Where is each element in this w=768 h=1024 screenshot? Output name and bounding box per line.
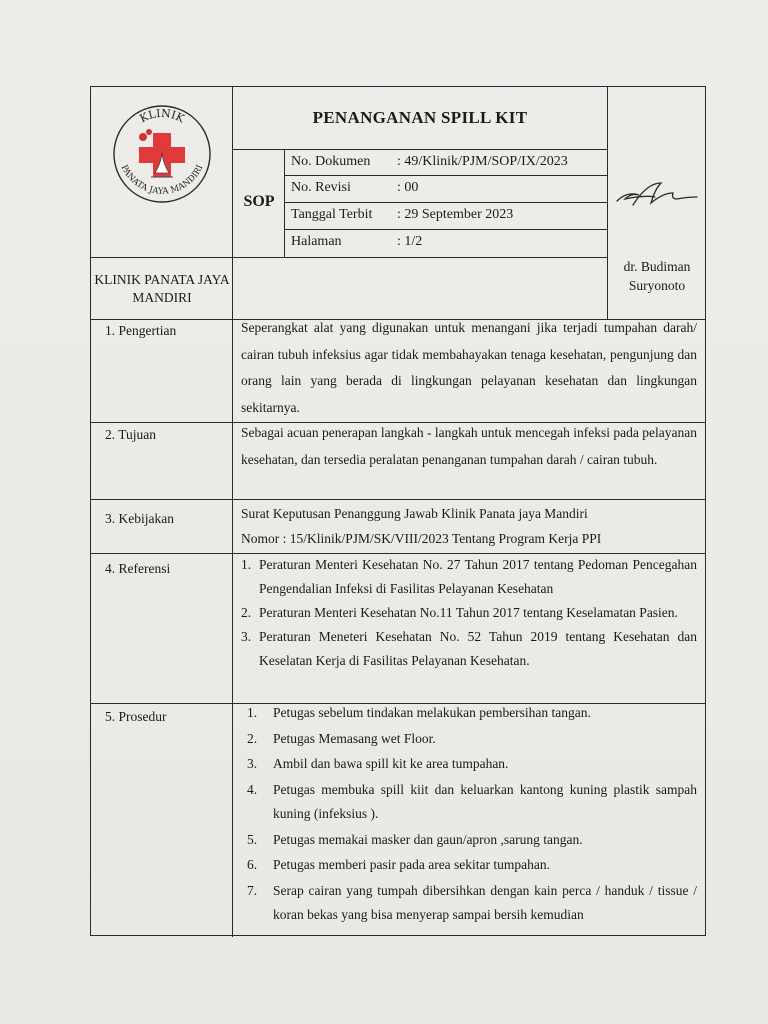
list-item bbox=[241, 625, 697, 673]
logo-text-top: KLINIK bbox=[137, 106, 187, 126]
list-number: 2. bbox=[247, 730, 258, 746]
meta-label-revisi: No. Revisi bbox=[291, 180, 351, 195]
meta-value-revisi: : 00 bbox=[397, 180, 419, 195]
sop-table bbox=[90, 86, 706, 936]
section-label-referensi: 4. Referensi bbox=[105, 561, 171, 576]
list-item bbox=[241, 601, 697, 625]
meta-label-tanggal: Tanggal Terbit bbox=[291, 207, 373, 222]
logo-text-bottom: PANATA JAYA MANDIRI bbox=[118, 163, 206, 197]
section-label-prosedur: 5. Prosedur bbox=[105, 709, 167, 724]
document-type: SOP bbox=[243, 193, 275, 210]
list-number: 2. bbox=[241, 605, 252, 620]
meta-value-tanggal: : 29 September 2023 bbox=[397, 207, 514, 222]
list-item bbox=[241, 553, 697, 601]
list-item bbox=[241, 828, 697, 853]
section-label-pengertian: 1. Pengertian bbox=[105, 323, 177, 338]
meta-bottom-line bbox=[232, 257, 607, 258]
list-text: Serap cairan yang tumpah dibersihkan dengan kain perca / handuk / tissue / koran bekas yang bisa menyerap sampai bersih kemudian bbox=[273, 882, 697, 922]
list-number: 5. bbox=[247, 831, 258, 847]
section-body-kebijakan bbox=[241, 501, 697, 551]
list-text: Petugas membuka spill kiit dan keluarkan kantong kuning plastik sampah kuning (infeksius ). bbox=[273, 781, 697, 821]
kebijakan-line-1: Surat Keputusan Penanggung Jawab Klinik Panata jaya Mandiri bbox=[241, 506, 588, 521]
signature-icon bbox=[613, 175, 701, 215]
list-text: Peraturan Meneteri Kesehatan No. 52 Tahun 2019 tentang Kesehatan dan Keselatan Kerja di Fasilitas Pelayanan Kesehatan. bbox=[259, 629, 697, 668]
meta-value-dokumen: : 49/Klinik/PJM/SOP/IX/2023 bbox=[397, 154, 568, 169]
list-number: 6. bbox=[247, 857, 258, 872]
meta-label-dokumen: No. Dokumen bbox=[291, 154, 371, 169]
list-text: Peraturan Menteri Kesehatan No. 27 Tahun 2017 tentang Pedoman Pencegahan Pengendalian Infeksi di Fasilitas Pelayanan Kesehatan bbox=[259, 557, 697, 596]
meta-label-halaman: Halaman bbox=[291, 234, 342, 249]
document-title: PENANGANAN SPILL KIT bbox=[312, 108, 528, 127]
kebijakan-line-2: Nomor : 15/Klinik/PJM/SK/VIII/2023 Tentang Program Kerja PPI bbox=[241, 531, 602, 546]
list-item bbox=[241, 701, 697, 726]
list-item bbox=[241, 752, 697, 777]
list-text: Ambil dan bawa spill kit ke area tumpahan. bbox=[273, 756, 509, 771]
section-body-prosedur bbox=[241, 701, 697, 933]
section-label-tujuan: 2. Tujuan bbox=[105, 427, 157, 442]
list-number: 1. bbox=[241, 557, 252, 572]
list-item bbox=[241, 727, 697, 752]
section-body-referensi bbox=[241, 553, 697, 673]
list-number: 3. bbox=[247, 756, 258, 771]
list-number: 4. bbox=[247, 781, 258, 797]
meta-value-halaman: : 1/2 bbox=[397, 234, 423, 249]
section-line bbox=[91, 499, 705, 500]
list-number: 7. bbox=[247, 882, 258, 898]
list-number: 3. bbox=[241, 629, 252, 644]
clinic-name: KLINIK PANATA JAYA MANDIRI bbox=[94, 272, 230, 305]
logo-bottom-line bbox=[91, 257, 232, 258]
list-text: Peraturan Menteri Kesehatan No.11 Tahun 2017 tentang Keselamatan Pasien. bbox=[259, 605, 678, 620]
list-text: Petugas Memasang wet Floor. bbox=[273, 730, 436, 746]
list-item bbox=[241, 879, 697, 928]
tujuan-text: Sebagai acuan penerapan langkah - langkah untuk mencegah infeksi pada pelayanan kesehatan, dan tersedia peralatan penanganan tumpahan darah / cairan tubuh. bbox=[241, 425, 697, 467]
list-text: Petugas memakai masker dan gaun/apron ,sarung tangan. bbox=[273, 831, 583, 847]
list-text: Petugas sebelum tindakan melakukan pembersihan tangan. bbox=[273, 705, 591, 720]
list-text: Petugas memberi pasir pada area sekitar tumpahan. bbox=[273, 857, 551, 872]
list-number: 1. bbox=[247, 705, 258, 720]
list-item bbox=[241, 853, 697, 878]
pengertian-text: Seperangkat alat yang digunakan untuk menangani jika terjadi tumpahan darah/ cairan tubuh infeksius agar tidak membahayakan tenaga kesehatan, pengunjung dan orang lain yang berada di lingkungan pelayanan kesehatan dan lingkungan sekitarnya. bbox=[241, 320, 697, 415]
section-label-kebijakan: 3. Kebijakan bbox=[105, 511, 174, 526]
signer-name: dr. Budiman Suryonoto bbox=[623, 259, 691, 293]
section-body-pengertian bbox=[241, 315, 697, 421]
section-body-tujuan bbox=[241, 420, 697, 473]
clinic-logo-icon bbox=[107, 99, 217, 209]
list-item bbox=[241, 778, 697, 827]
